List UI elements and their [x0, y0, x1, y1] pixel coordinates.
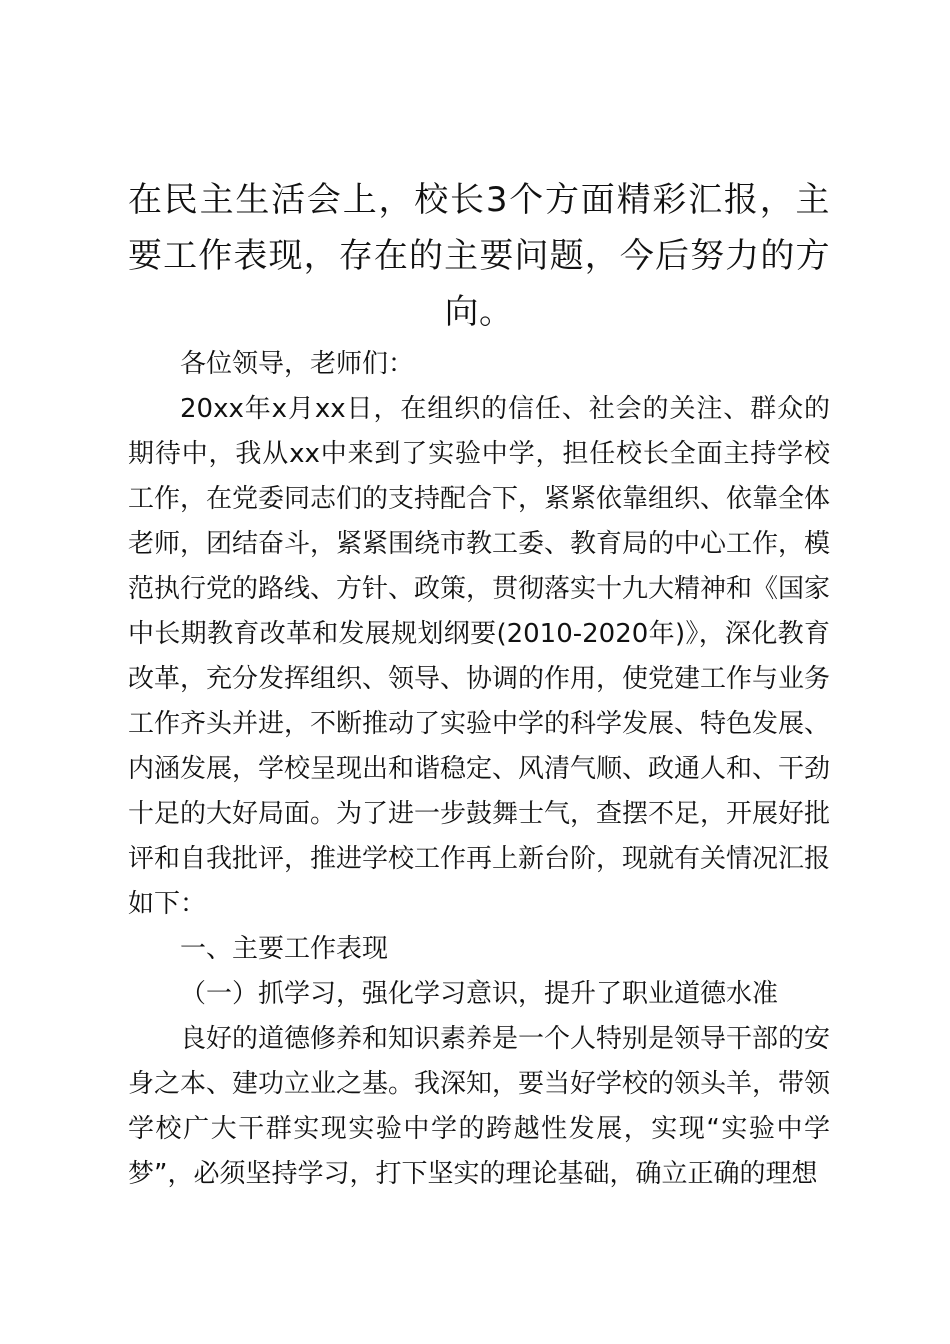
document-title: 在民主生活会上，校长3个方面精彩汇报，主要工作表现，存在的主要问题，今后努力的方向。	[128, 180, 830, 332]
intro-paragraph: 20xx年x月xx日，在组织的信任、社会的关注、群众的期待中，我从xx中来到了实验中学，担任校长全面主持学校工作，在党委同志们的支持配合下，紧紧依靠组织、依靠全体老师，团结奋斗，紧紧围绕市教工委、教育局的中心工作，模范执行党的路线、方针、政策，贯彻落实十九大精神和《国家中长期教育改革和发展规划纲要(2010-2020年)》，深化教育改革，充分发挥组织、领导、协调的作用，使党建工作与业务工作齐头并进，不断推动了实验中学的科学发展、特色发展、内涵发展，学校呈现出和谐稳定、风清气顺、政通人和、干劲十足的大好局面。为了进一步鼓舞士气，查摆不足，开展好批评和自我批评，推进学校工作再上新台阶，现就有关情况汇报如下：	[128, 394, 831, 919]
salutation: 各位领导，老师们：	[180, 349, 415, 379]
document-page	[128, 172, 830, 1197]
subsection-heading-1: （一）抓学习，强化学习意识，提升了职业道德水准	[180, 979, 779, 1009]
section-heading-1: 一、主要工作表现	[180, 934, 389, 964]
document-body	[128, 342, 830, 1197]
subsection-paragraph-1: 良好的道德修养和知识素养是一个人特别是领导干部的安身之本、建功立业之基。我深知，要当好学校的领头羊，带领学校广大干群实现实验中学的跨越性发展，实现“实验中学梦”，必须坚持学习，打下坚实的理论基础，确立正确的理想	[128, 1024, 831, 1189]
